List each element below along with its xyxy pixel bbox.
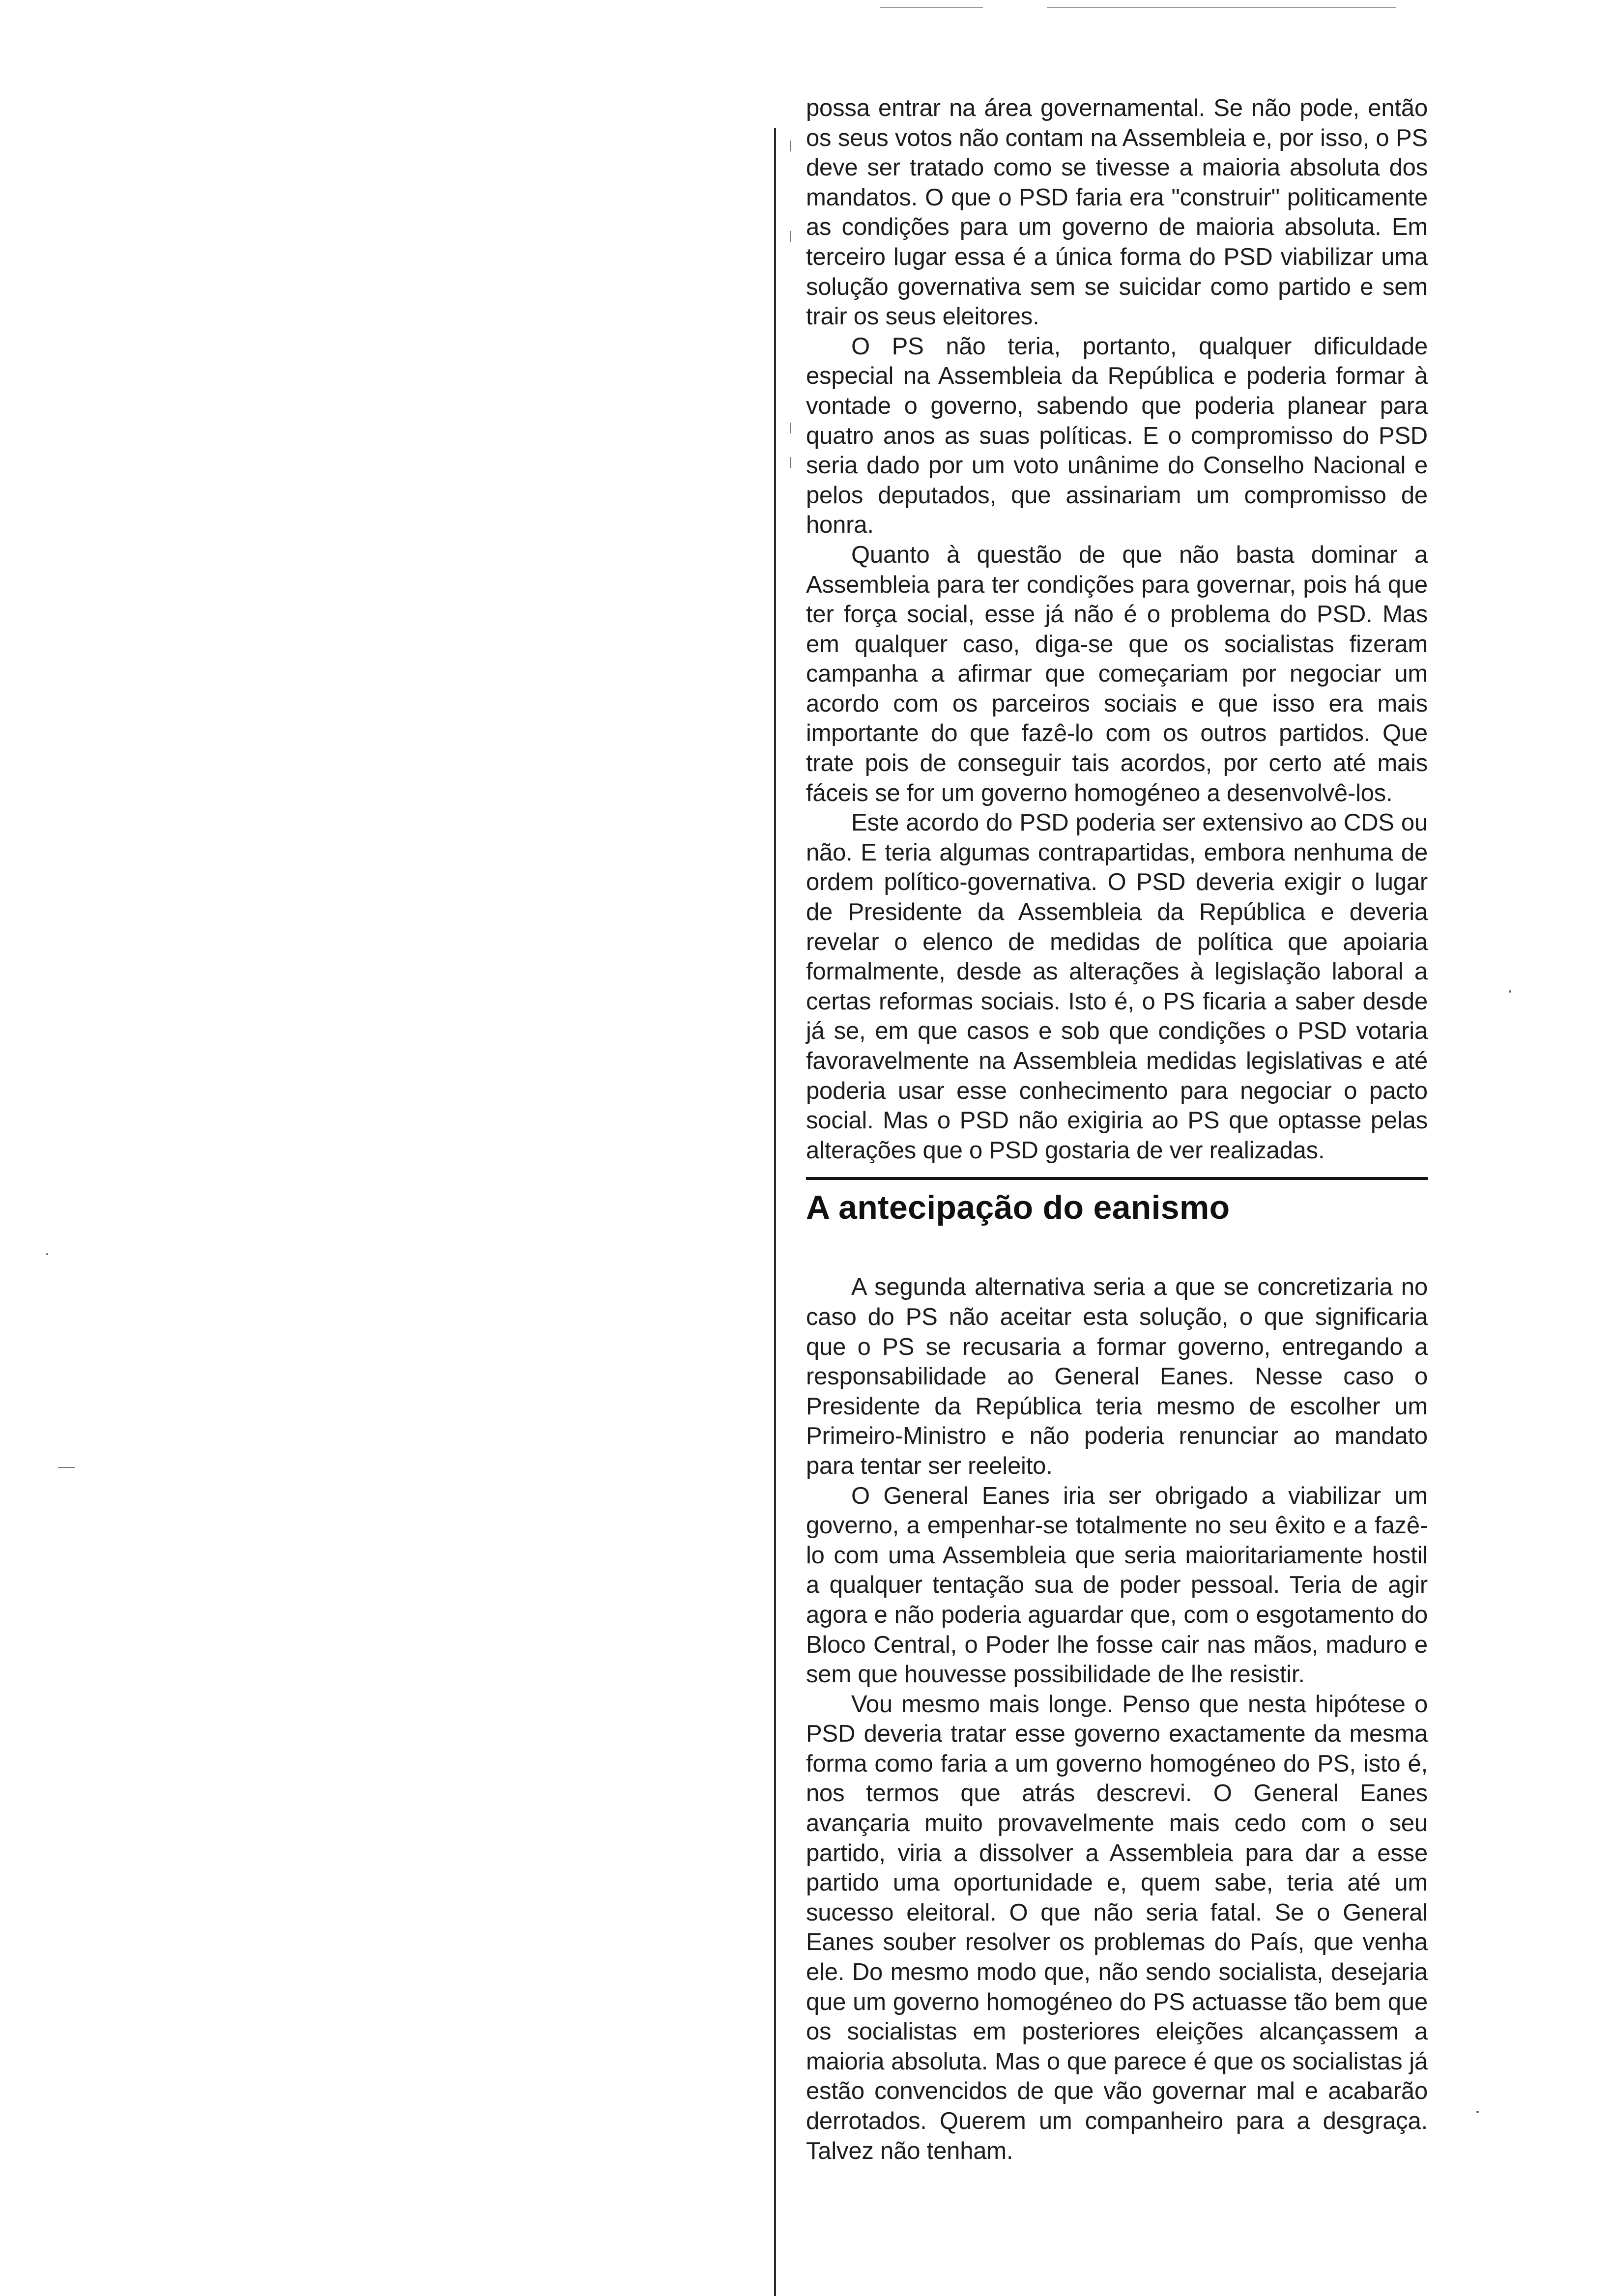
article-column bbox=[806, 93, 1428, 2166]
paragraph: Este acordo do PSD poderia ser extensivo ao CDS ou não. E teria algumas contrapartidas, embora nenhuma de ordem político-governativa. O PSD deveria exigir o lugar de Presidente da Assembleia da República e deveria revelar o elenco de medidas de política que apoiaria formalmente, desde as alterações à legislação laboral a certas reformas sociais. Isto é, o PS ficaria a saber desde já se, em que casos e sob que condições o PSD votaria favoravelmente na Assembleia medidas legislativas e até poderia usar esse conhecimento para negociar o pacto social. Mas o PSD não exigiria ao PS que optasse pelas alterações que o PSD gostaria de ver realizadas. bbox=[806, 809, 1428, 1164]
paragraph: O PS não teria, portanto, qualquer dificuldade especial na Assembleia da República e poderia formar à vontade o governo, sabendo que poderia planear para quatro anos as suas políticas. E o compromisso do PSD seria dado por um voto unânime do Conselho Nacional e pelos deputados, que assinariam um compromisso de honra. bbox=[806, 333, 1428, 539]
header-rule-left bbox=[880, 7, 983, 8]
print-speck bbox=[1509, 990, 1511, 993]
column-divider bbox=[774, 128, 776, 2296]
header-rule-right bbox=[1047, 7, 1396, 8]
margin-dash bbox=[58, 1467, 75, 1468]
margin-mark bbox=[790, 231, 791, 242]
paragraph: Quanto à questão de que não basta dominar a Assembleia para ter condições para governar, pois há que ter força social, esse já não é o problema do PSD. Mas em qualquer caso, diga-se que os socialistas fizeram campanha a afirmar que começariam por negociar um acordo com os parceiros sociais e que isso era mais importante do que fazê-lo com os outros partidos. Que trate pois de conseguir tais acordos, por certo até mais fáceis se for um governo homogéneo a desenvolvê-los. bbox=[806, 541, 1428, 806]
margin-mark bbox=[790, 141, 791, 151]
paragraph: A segunda alternativa seria a que se concretizaria no caso do PS não aceitar esta solução, o que significaria que o PS se recusaria a formar governo, entregando a responsabilidade ao General Eanes. Nesse caso o Presidente da República teria mesmo de escolher um Primeiro-Ministro e não poderia renunciar ao mandato para tentar ser reeleito. bbox=[806, 1274, 1428, 1479]
article-body-section bbox=[806, 1272, 1428, 2166]
print-speck bbox=[1476, 2111, 1479, 2113]
paragraph: O General Eanes iria ser obrigado a viabilizar um governo, a empenhar-se totalmente no seu êxito e a fazê-lo com uma Assembleia que seria maioritariamente hostil a qualquer tentação sua de poder pessoal. Teria de agir agora e não poderia aguardar que, com o esgotamento do Bloco Central, o Poder lhe fosse cair nas mãos, maduro e sem que houvesse possibilidade de lhe resistir. bbox=[806, 1482, 1428, 1688]
print-speck bbox=[46, 1253, 48, 1255]
paragraph: possa entrar na área governamental. Se não pode, então os seus votos não contam na Assembleia e, por isso, o PS deve ser tratado como se tivesse a maioria absoluta dos mandatos. O que o PSD faria era "construir" politicamente as condições para um governo de maioria absoluta. Em terceiro lugar essa é a única forma do PSD viabilizar uma solução governativa sem se suicidar como partido e sem trair os seus eleitores. bbox=[806, 95, 1428, 330]
margin-mark bbox=[790, 423, 791, 433]
section-heading: A antecipação do eanismo bbox=[806, 1189, 1230, 1227]
section-rule bbox=[806, 1177, 1428, 1180]
margin-mark bbox=[790, 457, 791, 468]
paragraph: Vou mesmo mais longe. Penso que nesta hipótese o PSD deveria tratar esse governo exactamente da mesma forma como faria a um governo homogéneo do PS, isto é, nos termos que atrás descrevi. O General Eanes avançaria muito provavelmente mais cedo com o seu partido, viria a dissolver a Assembleia para dar a esse partido uma oportunidade e, quem sabe, teria até um sucesso eleitoral. O que não seria fatal. Se o General Eanes souber resolver os problemas do País, que venha ele. Do mesmo modo que, não sendo socialista, desejaria que um governo homogéneo do PS actuasse tão bem que os socialistas em posteriores eleições alcançassem a maioria absoluta. Mas o que parece é que os socialistas já estão convencidos de que vão governar mal e acabarão derrotados. Querem um companheiro para a desgraça. Talvez não tenham. bbox=[806, 1691, 1428, 2164]
article-body-top bbox=[806, 93, 1428, 1165]
